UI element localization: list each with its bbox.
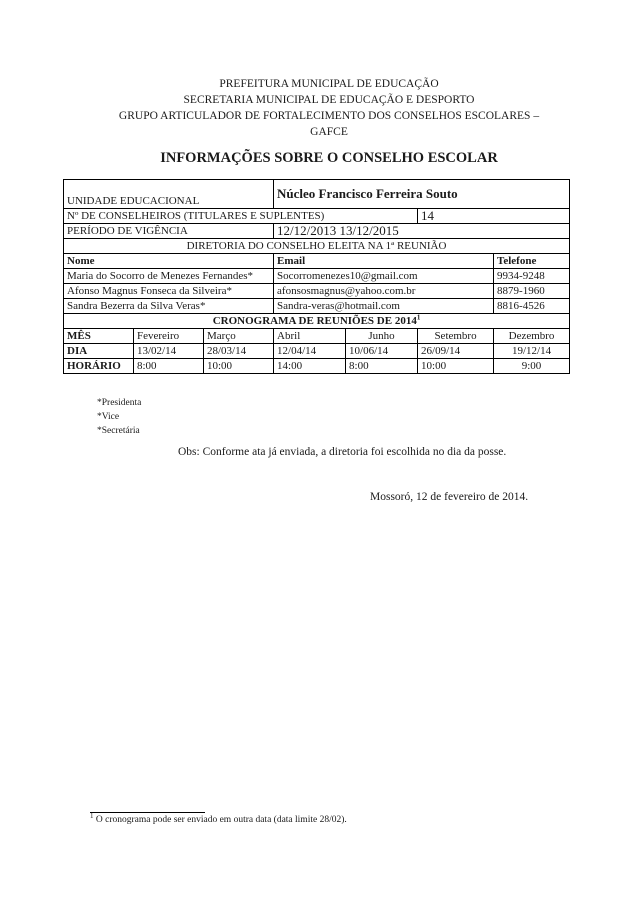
day-cell: 28/03/14 <box>204 344 274 359</box>
time-cell: 14:00 <box>274 359 346 374</box>
footnote-text: O cronograma pode ser enviado em outra data (data limite 28/02). <box>95 815 347 825</box>
unidade-value: Núcleo Francisco Ferreira Souto <box>274 180 570 209</box>
observation: Obs: Conforme ata já enviada, a diretoria foi escolhida no dia da posse. <box>178 446 507 458</box>
time-cell: 9:00 <box>494 359 570 374</box>
dia-label: DIA <box>64 344 134 359</box>
council-table <box>63 179 570 374</box>
time-cell: 8:00 <box>346 359 418 374</box>
table-row <box>64 269 570 284</box>
day-cell: 26/09/14 <box>418 344 494 359</box>
role-notes <box>97 396 141 438</box>
member-email: afonsosmagnus@yahoo.com.br <box>274 284 494 299</box>
header-line-4: GAFCE <box>310 126 348 138</box>
member-phone: 9934-9248 <box>494 269 570 284</box>
table-row <box>64 284 570 299</box>
diretoria-heading: DIRETORIA DO CONSELHO ELEITA NA 1ª REUNIÃO <box>64 239 570 254</box>
month-cell: Março <box>204 329 274 344</box>
member-name: Afonso Magnus Fonseca da Silveira* <box>64 284 274 299</box>
month-cell: Fevereiro <box>134 329 204 344</box>
column-header-nome: Nome <box>64 254 274 269</box>
header-line-1: PREFEITURA MUNICIPAL DE EDUCAÇÃO <box>219 78 439 90</box>
note-secretaria: *Secretária <box>97 426 140 436</box>
member-phone: 8879-1960 <box>494 284 570 299</box>
conselheiros-value: 14 <box>418 209 570 224</box>
footnote-divider <box>90 812 205 813</box>
header-line-3: GRUPO ARTICULADOR DE FORTALECIMENTO DOS CONSELHOS ESCOLARES – <box>118 110 540 122</box>
horario-label: HORÁRIO <box>64 359 134 374</box>
member-email: Sandra-veras@hotmail.com <box>274 299 494 314</box>
member-name: Maria do Socorro de Menezes Fernandes* <box>64 269 274 284</box>
time-cell: 10:00 <box>418 359 494 374</box>
column-header-telefone: Telefone <box>494 254 570 269</box>
document-title: INFORMAÇÕES SOBRE O CONSELHO ESCOLAR <box>160 150 498 166</box>
day-cell: 13/02/14 <box>134 344 204 359</box>
member-email: Socorromenezes10@gmail.com <box>274 269 494 284</box>
month-cell: Setembro <box>418 329 494 344</box>
table-row <box>64 299 570 314</box>
cronograma-heading-text: CRONOGRAMA DE REUNIÕES DE 2014 <box>212 315 417 327</box>
month-cell: Abril <box>274 329 346 344</box>
month-cell: Junho <box>346 329 418 344</box>
header-line-2: SECRETARIA MUNICIPAL DE EDUCAÇÃO E DESPORTO <box>183 94 475 106</box>
mes-label: MÊS <box>64 329 134 344</box>
footnote <box>90 811 347 825</box>
time-cell: 8:00 <box>134 359 204 374</box>
column-header-email: Email <box>274 254 494 269</box>
member-phone: 8816-4526 <box>494 299 570 314</box>
note-presidenta: *Presidenta <box>97 398 142 408</box>
unidade-label: UNIDADE EDUCACIONAL <box>64 180 274 209</box>
day-cell: 10/06/14 <box>346 344 418 359</box>
footnote-mark: 1 <box>90 811 94 820</box>
vigencia-value: 12/12/2013 13/12/2015 <box>274 224 570 239</box>
vigencia-label: PERÍODO DE VIGÊNCIA <box>64 224 274 239</box>
cronograma-heading <box>64 314 570 329</box>
note-vice: *Vice <box>97 412 120 422</box>
table-row <box>64 359 570 374</box>
date-line: Mossoró, 12 de fevereiro de 2014. <box>370 491 529 503</box>
day-cell: 19/12/14 <box>494 344 570 359</box>
member-name: Sandra Bezerra da Silva Veras* <box>64 299 274 314</box>
table-row <box>64 344 570 359</box>
header-block <box>40 76 618 140</box>
table-row <box>64 329 570 344</box>
conselheiros-label: Nº DE CONSELHEIROS (TITULARES E SUPLENTES) <box>64 209 418 224</box>
month-cell: Dezembro <box>494 329 570 344</box>
day-cell: 12/04/14 <box>274 344 346 359</box>
time-cell: 10:00 <box>204 359 274 374</box>
footnote-ref: 1 <box>416 313 421 322</box>
